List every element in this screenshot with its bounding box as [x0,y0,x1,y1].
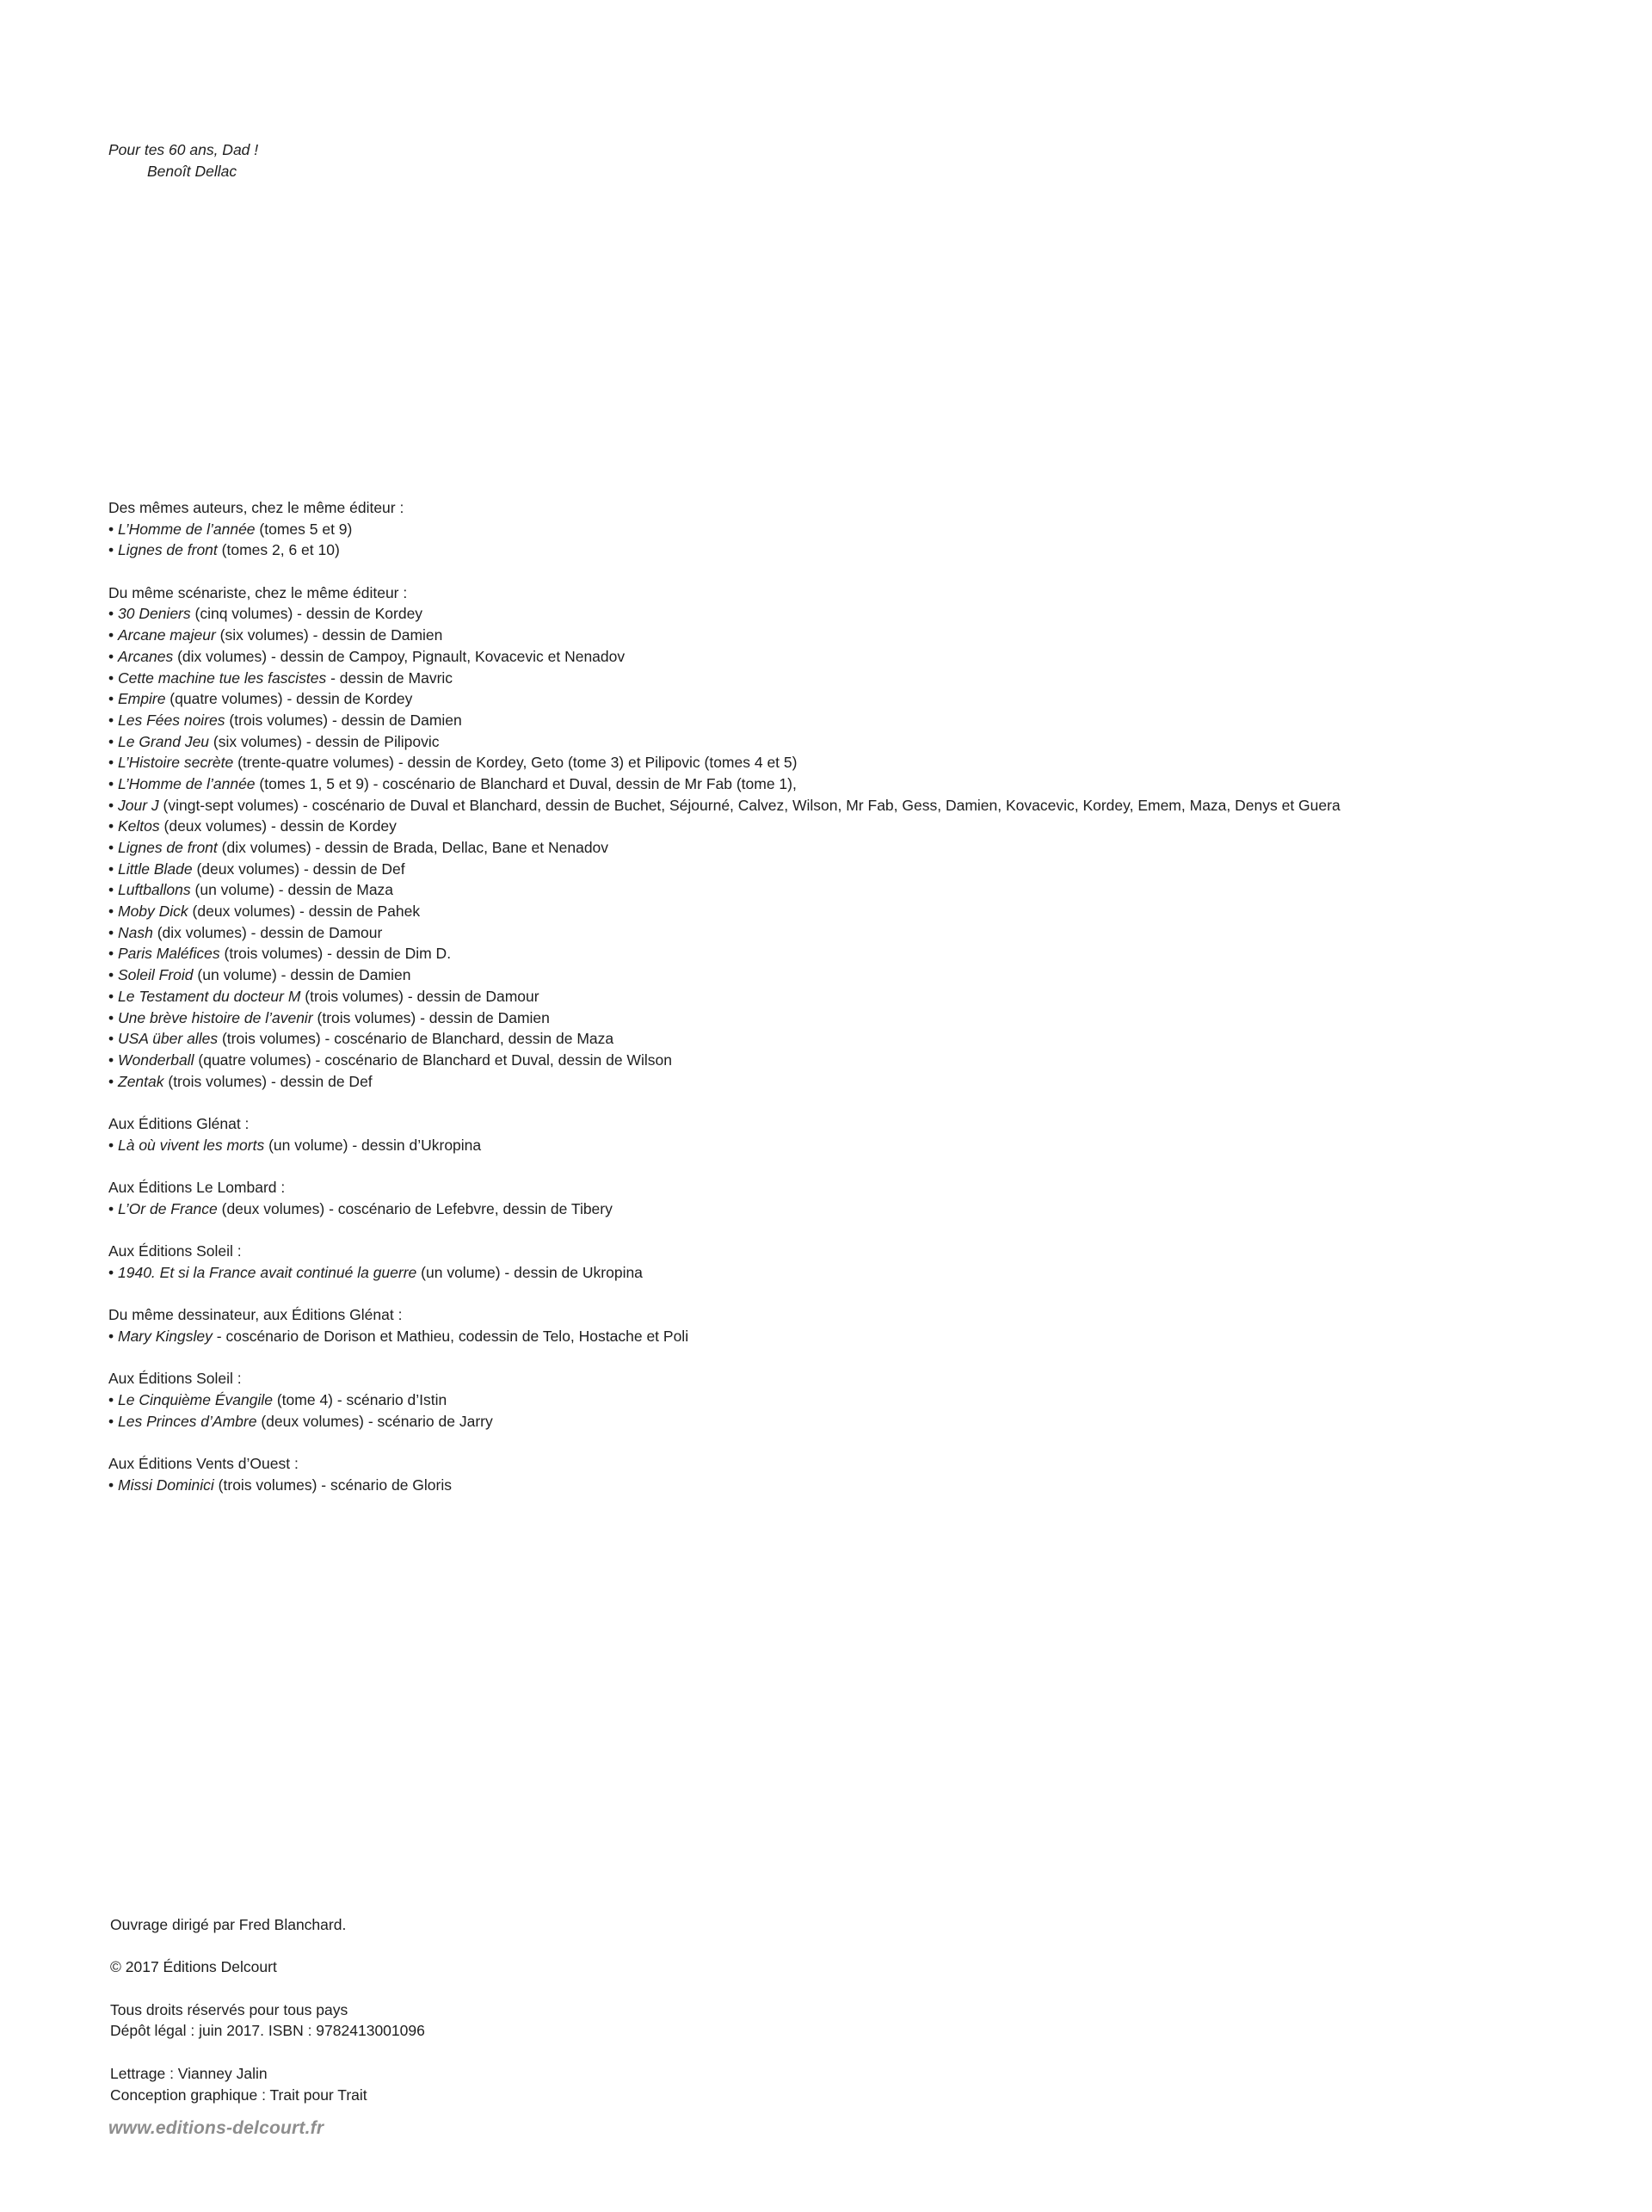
book-title: Paris Maléfices [118,945,220,963]
list-item [108,1028,1341,1050]
book-title: USA über alles [118,1030,219,1048]
book-details: (un volume) - dessin de Maza [190,881,394,899]
book-details: (quatre volumes) - dessin de Kordey [165,690,413,708]
bullet: • [108,1030,118,1048]
book-details: (trois volumes) - dessin de Damour [300,987,539,1005]
book-details: (un volume) - dessin de Ukropina [416,1263,643,1281]
list-item [108,1007,1341,1029]
book-details: (trois volumes) - dessin de Damien [312,1008,550,1026]
list-item [108,668,1341,689]
book-title: Une brève histoire de l’avenir [118,1008,313,1026]
section-heading: Aux Éditions Glénat : [108,1114,250,1132]
book-details: - dessin de Mavric [326,669,453,687]
book-title: Keltos [118,817,160,835]
bullet: • [108,860,118,878]
bullet: • [108,754,118,772]
book-title: Soleil Froid [118,966,194,984]
book-details: - coscénario de Dorison et Mathieu, codessin de Telo, Hostache et Poli [212,1327,689,1345]
book-details: (six volumes) - dessin de Damien [215,626,443,644]
book-title: Lignes de front [118,839,218,856]
book-title: Le Cinquième Évangile [118,1390,273,1408]
list-item [108,1389,1341,1411]
list-item [108,1198,1341,1220]
bullet: • [108,1072,118,1090]
book-title: Empire [118,690,166,708]
list-item [108,731,1341,753]
book-details: (vingt-sept volumes) - coscénario de Duval et Blanchard, dessin de Buchet, Séjourné, Calvez, Wilson, Mr Fab, Gess, Damien, Kovacevic, Kordey, Emem, Maza, Denys et Guera [158,796,1341,814]
bullet: • [108,520,118,538]
book-details: (tome 4) - scénario d’Istin [272,1390,447,1408]
section-heading: Du même dessinateur, aux Éditions Glénat : [108,1306,403,1324]
list-item [108,859,1341,880]
colophon-rights: Tous droits réservés pour tous pays [110,2000,348,2018]
book-title: L’Homme de l’année [118,774,256,792]
book-details: (deux volumes) - dessin de Kordey [159,817,397,835]
bullet: • [108,1263,118,1281]
dedication [108,139,258,182]
bibliography [108,497,1341,1495]
colophon-graphic-design: Conception graphique : Trait pour Trait [110,2086,367,2104]
book-title: Moby Dick [118,903,188,921]
book-title: Little Blade [118,860,193,878]
list-item [108,1071,1341,1093]
bullet: • [108,796,118,814]
book-title: Cette machine tue les fascistes [118,669,327,687]
list-item [108,901,1341,922]
book-details: (six volumes) - dessin de Pilipovic [209,732,440,750]
book-title: Mary Kingsley [118,1327,213,1345]
list-item [108,752,1341,773]
book-title: Les Fées noires [118,711,225,729]
bullet: • [108,647,118,665]
section-heading: Aux Éditions Le Lombard : [108,1179,286,1196]
bullet: • [108,690,118,708]
book-details: (deux volumes) - coscénario de Lefebvre, dessin de Tibery [217,1199,613,1217]
bullet: • [108,732,118,750]
website-link[interactable]: www.editions-delcourt.fr [108,2118,324,2138]
list-item [108,816,1341,837]
book-details: (deux volumes) - dessin de Def [192,860,405,878]
book-title: Wonderball [118,1051,194,1069]
book-details: (dix volumes) - dessin de Brada, Dellac, Bane et Nenadov [217,839,609,856]
list-item [108,1326,1341,1347]
book-details: (un volume) - dessin d’Ukropina [264,1136,482,1154]
bullet: • [108,541,118,559]
list-item [108,625,1341,646]
list-item [108,943,1341,964]
bullet: • [108,1008,118,1026]
book-title: Luftballons [118,881,191,899]
bullet: • [108,817,118,835]
list-item [108,1411,1341,1433]
book-details: (quatre volumes) - coscénario de Blanchard et Duval, dessin de Wilson [194,1051,672,1069]
book-title: L’Histoire secrète [118,754,234,772]
section-heading: Aux Éditions Soleil : [108,1242,242,1260]
bullet: • [108,839,118,856]
bullet: • [108,1327,118,1345]
book-details: (trois volumes) - dessin de Dim D. [219,945,452,963]
book-title: Lignes de front [118,541,218,559]
book-details: (trente-quatre volumes) - dessin de Kordey, Geto (tome 3) et Pilipovic (tomes 4 et 5) [233,754,798,772]
book-title: L’Or de France [118,1199,218,1217]
list-item [108,1135,1341,1156]
list-item [108,688,1341,710]
list-item [108,879,1341,901]
bullet: • [108,903,118,921]
section-heading: Des mêmes auteurs, chez le même éditeur : [108,499,404,516]
book-title: L’Homme de l’année [118,520,256,538]
bullet: • [108,966,118,984]
list-item [108,773,1341,795]
list-item [108,922,1341,944]
bullet: • [108,987,118,1005]
bullet: • [108,945,118,963]
bullet: • [108,1412,118,1430]
colophon-lettering: Lettrage : Vianney Jalin [110,2064,268,2082]
colophon [110,1914,425,2105]
book-details: (un volume) - dessin de Damien [193,966,411,984]
book-details: (deux volumes) - scénario de Jarry [256,1412,493,1430]
book-details: (dix volumes) - dessin de Campoy, Pignault, Kovacevic et Nenadov [173,647,626,665]
book-details: (tomes 5 et 9) [255,520,353,538]
book-title: Jour J [118,796,159,814]
colophon-director: Ouvrage dirigé par Fred Blanchard. [110,1916,347,1933]
book-details: (trois volumes) - scénario de Gloris [213,1476,453,1494]
list-item [108,1475,1341,1496]
book-title: 30 Deniers [118,605,191,623]
book-details: (cinq volumes) - dessin de Kordey [190,605,423,623]
book-details: (deux volumes) - dessin de Pahek [188,903,421,921]
list-item [108,710,1341,731]
list-item [108,795,1341,816]
list-item [108,837,1341,859]
book-details: (dix volumes) - dessin de Damour [152,923,383,941]
bullet: • [108,711,118,729]
bullet: • [108,1199,118,1217]
book-title: Le Grand Jeu [118,732,210,750]
book-title: Arcanes [118,647,174,665]
list-item [108,986,1341,1007]
bullet: • [108,626,118,644]
book-title: Le Testament du docteur M [118,987,301,1005]
bullet: • [108,881,118,899]
book-title: Nash [118,923,153,941]
bullet: • [108,1051,118,1069]
bullet: • [108,1390,118,1408]
bullet: • [108,605,118,623]
section-heading: Aux Éditions Soleil : [108,1370,242,1388]
book-details: (tomes 2, 6 et 10) [217,541,340,559]
list-item [108,646,1341,668]
colophon-legal-deposit: Dépôt légal : juin 2017. ISBN : 9782413001096 [110,2022,425,2040]
book-details: (tomes 1, 5 et 9) - coscénario de Blanchard et Duval, dessin de Mr Fab (tome 1), [255,774,797,792]
book-details: (trois volumes) - dessin de Def [163,1072,373,1090]
bullet: • [108,1136,118,1154]
list-item [108,1050,1341,1071]
dedication-signature: Benoît Dellac [147,162,237,180]
list-item [108,539,1341,561]
bullet: • [108,923,118,941]
book-title: Zentak [118,1072,164,1090]
section-heading: Aux Éditions Vents d’Ouest : [108,1454,299,1472]
book-details: (trois volumes) - dessin de Damien [225,711,462,729]
dedication-text: Pour tes 60 ans, Dad ! [108,141,259,158]
section-heading: Du même scénariste, chez le même éditeur : [108,583,408,601]
list-item [108,603,1341,625]
book-title: Là où vivent les morts [118,1136,265,1154]
book-title: Les Princes d’Ambre [118,1412,257,1430]
bullet: • [108,1476,118,1494]
list-item [108,519,1341,540]
book-title: Missi Dominici [118,1476,214,1494]
book-details: (trois volumes) - coscénario de Blanchard, dessin de Maza [218,1030,614,1048]
bullet: • [108,669,118,687]
bullet: • [108,774,118,792]
book-title: Arcane majeur [118,626,216,644]
list-item [108,964,1341,986]
colophon-copyright: © 2017 Éditions Delcourt [110,1958,277,1976]
list-item [108,1262,1341,1284]
book-title: 1940. Et si la France avait continué la guerre [118,1263,417,1281]
